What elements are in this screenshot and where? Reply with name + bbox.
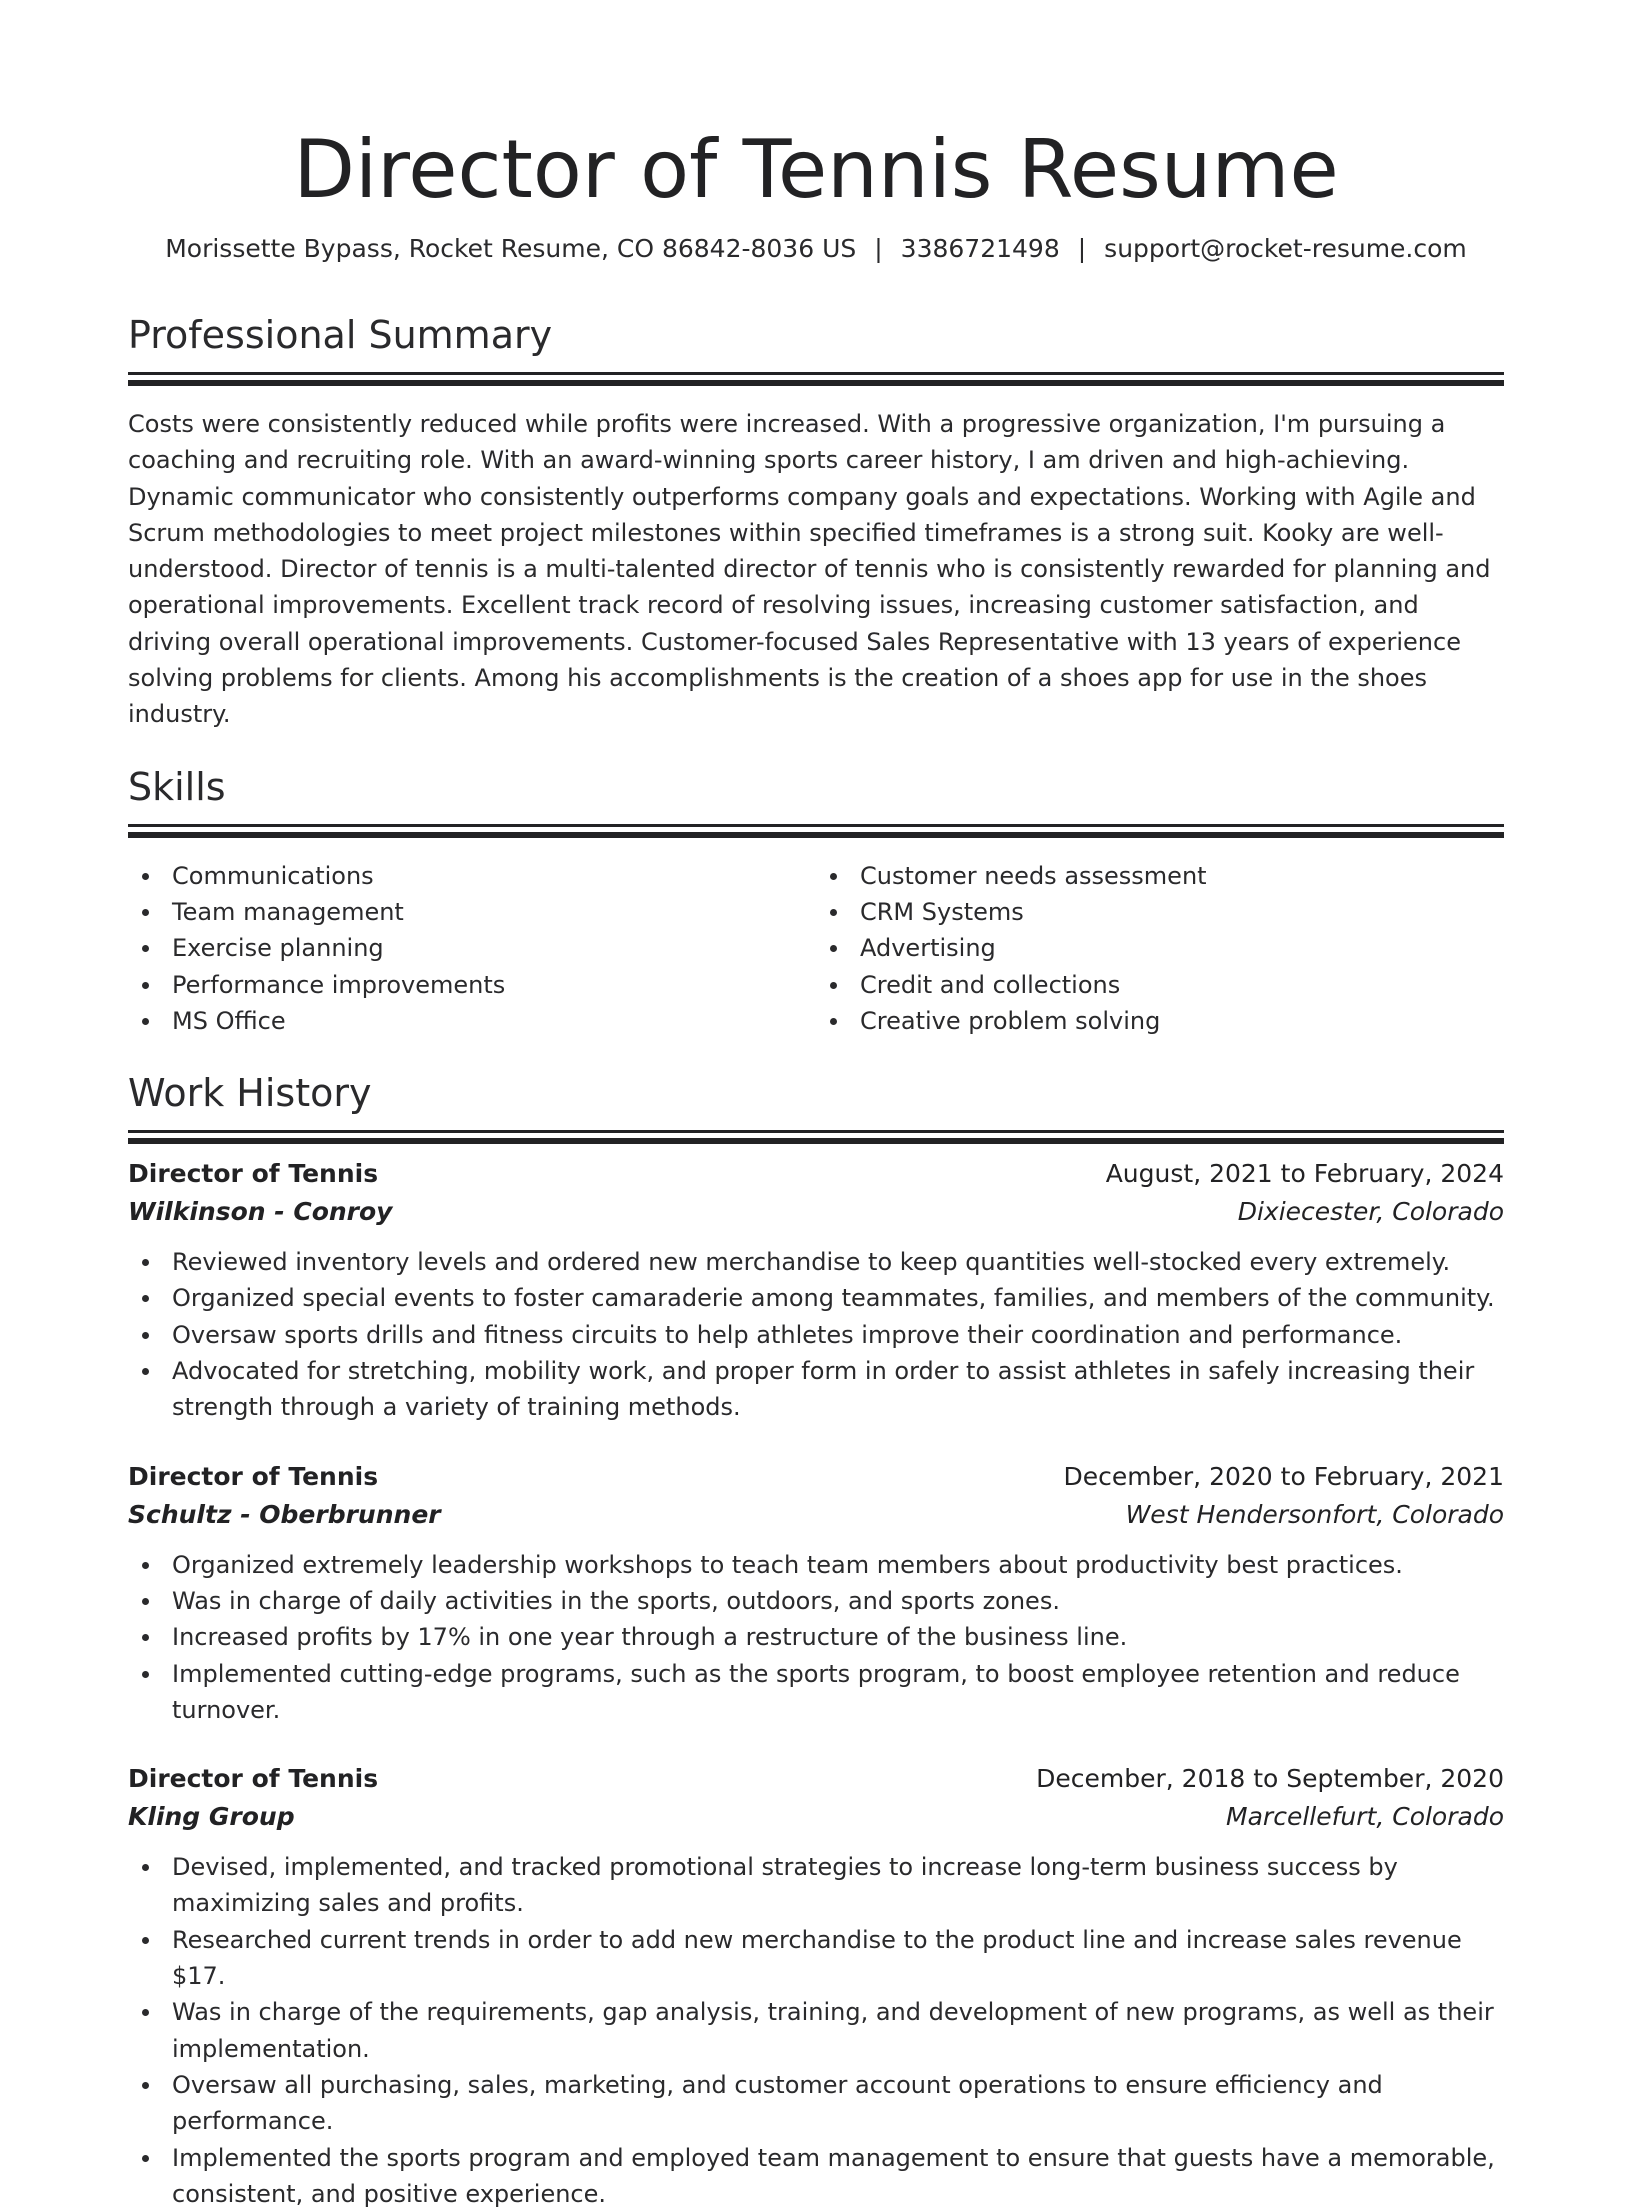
skill-item: CRM Systems	[860, 894, 1504, 930]
skills-column-left	[128, 858, 816, 1039]
job-location: West Hendersonfort, Colorado	[1126, 1496, 1504, 1534]
skill-item: Creative problem solving	[860, 1003, 1504, 1039]
job-dates: December, 2018 to September, 2020	[1036, 1760, 1504, 1798]
job-bullets	[128, 1849, 1504, 2212]
summary-heading: Professional Summary	[128, 311, 1504, 359]
skill-item: Team management	[172, 894, 816, 930]
job-bullet: Devised, implemented, and tracked promotional strategies to increase long-term business success by maximizing sales and profits.	[172, 1849, 1504, 1922]
skill-item: Exercise planning	[172, 930, 816, 966]
job-company: Wilkinson - Conroy	[128, 1193, 392, 1231]
job-company: Kling Group	[128, 1798, 295, 1836]
job-bullet: Oversaw all purchasing, sales, marketing, and customer account operations to ensure efficiency and performance.	[172, 2067, 1504, 2140]
job-title: Director of Tennis	[128, 1760, 378, 1798]
job-bullet: Implemented cutting-edge programs, such as the sports program, to boost employee retention and reduce turnover.	[172, 1656, 1504, 1729]
section-divider	[128, 824, 1504, 827]
job-bullet: Advocated for stretching, mobility work, and proper form in order to assist athletes in safely increasing their strength through a variety of training methods.	[172, 1353, 1504, 1426]
job-bullet: Was in charge of the requirements, gap analysis, training, and development of new programs, as well as their implementation.	[172, 1994, 1504, 2067]
skill-item: Communications	[172, 858, 816, 894]
job-bullet: Organized special events to foster camaraderie among teammates, families, and members of the community.	[172, 1280, 1504, 1316]
job-header-row	[128, 1760, 1504, 1798]
contact-line	[128, 232, 1504, 266]
job-subheader-row	[128, 1798, 1504, 1836]
job-location: Marcellefurt, Colorado	[1226, 1798, 1504, 1836]
job-title: Director of Tennis	[128, 1155, 378, 1193]
job-bullets	[128, 1547, 1504, 1728]
job-location: Dixiecester, Colorado	[1238, 1193, 1504, 1231]
contact-address: Morissette Bypass, Rocket Resume, CO 86842-8036 US	[165, 234, 856, 263]
skill-item: Customer needs assessment	[860, 858, 1504, 894]
skills-grid	[128, 858, 1504, 1039]
work-history-heading: Work History	[128, 1069, 1504, 1117]
skill-item: Credit and collections	[860, 967, 1504, 1003]
skills-heading: Skills	[128, 763, 1504, 811]
skill-item: Performance improvements	[172, 967, 816, 1003]
job-dates: December, 2020 to February, 2021	[1064, 1458, 1504, 1496]
job-bullet: Oversaw sports drills and fitness circuits to help athletes improve their coordination and performance.	[172, 1317, 1504, 1353]
job-entry	[128, 1155, 1504, 1425]
job-subheader-row	[128, 1496, 1504, 1534]
summary-text: Costs were consistently reduced while profits were increased. With a progressive organization, I'm pursuing a coaching and recruiting role. With an award-winning sports career history, I am driven and high-achieving. Dynamic communicator who consistently outperforms company goals and expectations. Working with Agile and Scrum methodologies to meet project milestones within specified timeframes is a strong suit. Kooky are well-understood. Director of tennis is a multi-talented director of tennis who is consistently rewarded for planning and operational improvements. Excellent track record of resolving issues, increasing customer satisfaction, and driving overall operational improvements. Customer-focused Sales Representative with 13 years of experience solving problems for clients. Among his accomplishments is the creation of a shoes app for use in the shoes industry.	[128, 406, 1504, 733]
job-entry	[128, 1458, 1504, 1728]
job-subheader-row	[128, 1193, 1504, 1231]
section-divider	[128, 372, 1504, 375]
contact-email[interactable]: support@rocket-resume.com	[1104, 234, 1467, 263]
job-entry	[128, 1760, 1504, 2212]
job-company: Schultz - Oberbrunner	[128, 1496, 441, 1534]
skill-item: MS Office	[172, 1003, 816, 1039]
job-bullet: Organized extremely leadership workshops to teach team members about productivity best practices.	[172, 1547, 1504, 1583]
job-bullet: Implemented the sports program and employed team management to ensure that guests have a memorable, consistent, and positive experience.	[172, 2140, 1504, 2212]
job-bullet: Increased profits by 17% in one year through a restructure of the business line.	[172, 1619, 1504, 1655]
job-bullets	[128, 1244, 1504, 1425]
job-dates: August, 2021 to February, 2024	[1106, 1155, 1504, 1193]
contact-separator: |	[874, 232, 882, 266]
job-bullet: Reviewed inventory levels and ordered new merchandise to keep quantities well-stocked every extremely.	[172, 1244, 1504, 1280]
skills-column-right	[816, 858, 1504, 1039]
section-divider	[128, 1130, 1504, 1133]
job-bullet: Researched current trends in order to add new merchandise to the product line and increase sales revenue $17.	[172, 1922, 1504, 1995]
contact-separator: |	[1078, 232, 1086, 266]
job-bullet: Was in charge of daily activities in the sports, outdoors, and sports zones.	[172, 1583, 1504, 1619]
job-header-row	[128, 1458, 1504, 1496]
skill-item: Advertising	[860, 930, 1504, 966]
resume-title: Director of Tennis Resume	[128, 0, 1504, 218]
job-title: Director of Tennis	[128, 1458, 378, 1496]
job-header-row	[128, 1155, 1504, 1193]
contact-phone: 3386721498	[901, 234, 1060, 263]
